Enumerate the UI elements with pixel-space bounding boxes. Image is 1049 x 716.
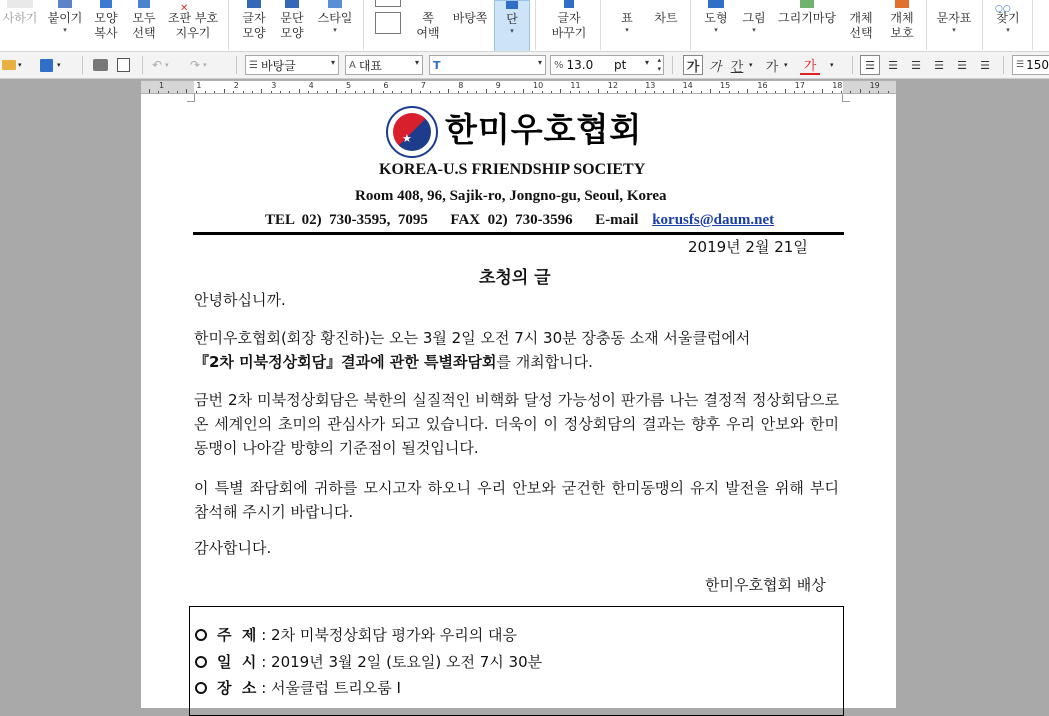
- ruler-tick: [551, 91, 552, 93]
- ruler-number: 1: [159, 81, 165, 90]
- para-shape-button[interactable]: 문단 모양: [274, 0, 310, 52]
- ruler-tick: [327, 91, 328, 93]
- ruler-tick: [794, 91, 795, 93]
- ruler-tick: [785, 89, 786, 93]
- ruler-tick: [729, 91, 730, 93]
- workspace-right: [896, 94, 1049, 708]
- find-button[interactable]: ○○ 찾기 ▾: [995, 4, 1020, 34]
- org-name-kr: 한미우호협회: [445, 110, 643, 149]
- ruler-number: 11: [570, 81, 581, 90]
- print-icon[interactable]: [93, 55, 108, 75]
- ruler-tick: [149, 89, 150, 93]
- ruler-tick: [177, 91, 178, 93]
- ruler-tick: [523, 89, 524, 93]
- ruler-tick: [673, 89, 674, 93]
- line-spacing-field[interactable]: ☰ 150: [1012, 55, 1049, 75]
- ruler-number: 6: [383, 81, 389, 90]
- split-button[interactable]: ☰: [980, 58, 990, 72]
- ruler-number: 5: [346, 81, 352, 90]
- object-protect-button[interactable]: 개체 보호: [882, 0, 922, 52]
- ruler-tick: [532, 91, 533, 93]
- ruler-tick: [458, 91, 459, 93]
- search-icon: ○○: [995, 4, 1011, 14]
- ruler-tick: [579, 91, 580, 93]
- ruler-tick: [710, 89, 711, 93]
- page-setup-button[interactable]: [368, 0, 408, 52]
- ribbon: [0, 0, 1049, 52]
- workspace-left: [0, 94, 141, 708]
- ruler-tick: [504, 91, 505, 93]
- ruler-tick: [401, 91, 402, 93]
- italic-button[interactable]: 가: [708, 59, 722, 75]
- page-icon: [375, 12, 401, 34]
- ruler-tick: [663, 91, 664, 93]
- org-address: Room 408, 96, Sajik-ro, Jongno-gu, Seoul, Korea: [355, 188, 667, 204]
- circle-bullet-icon: [195, 682, 207, 694]
- ruler-tick: [682, 91, 683, 93]
- ruler-number: 8: [458, 81, 464, 90]
- ruler-tick: [822, 89, 823, 93]
- object-select-button[interactable]: 개체 선택: [849, 11, 873, 40]
- chart-button[interactable]: 차트: [654, 11, 678, 25]
- underline-dropdown[interactable]: ▾: [749, 61, 753, 69]
- paragraph-2: 금번 2차 미북정상회담은 북한의 실질적인 비핵화 달성 가능성이 판가름 나는 결정적 정상회담으로 온 세계인의 초미의 관심사가 되고 있습니다. 더욱이 이 정상회담의 결과는 향후 우리 안보와 한미동맹이 나아갈 방향의 기준점이 될것입니다.: [194, 391, 839, 457]
- undo-icon[interactable]: ↶ ▾: [152, 58, 169, 72]
- replace-button[interactable]: 글자 바꾸기: [545, 0, 593, 52]
- ruler[interactable]: [141, 80, 896, 94]
- org-logo: ★: [386, 106, 438, 158]
- ruler-tick: [654, 91, 655, 93]
- shape-button[interactable]: 도형 ▾: [698, 0, 734, 52]
- letter-date: 2019년 2월 21일: [688, 238, 808, 256]
- ruler-tick: [383, 91, 384, 93]
- header-rule: [193, 232, 844, 235]
- align-justify-button[interactable]: ☰: [860, 55, 880, 75]
- language-select[interactable]: A 대표 ▾: [345, 55, 423, 75]
- email-link[interactable]: korusfs@daum.net: [652, 212, 775, 228]
- ruler-tick: [280, 91, 281, 93]
- ruler-tick: [738, 91, 739, 93]
- ruler-tick: [420, 91, 421, 93]
- underline-button[interactable]: 간: [730, 59, 744, 75]
- signature: 한미우호협회 배상: [705, 576, 826, 594]
- org-contact: [265, 212, 774, 229]
- ruler-tick: [542, 91, 543, 93]
- ruler-tick: [392, 91, 393, 93]
- paste-button[interactable]: 붙이기 ▾: [44, 0, 86, 52]
- delete-icon: ✕: [180, 3, 189, 14]
- info-row-place: 장 소 : 서울클럽 트리오룸 I: [195, 677, 401, 698]
- circle-bullet-icon: [195, 629, 207, 641]
- ruler-number: 4: [308, 81, 314, 90]
- format-toolbar: [0, 52, 1049, 79]
- closing: 감사합니다.: [194, 539, 272, 557]
- ruler-tick: [168, 91, 169, 93]
- greeting: 안녕하십니까.: [194, 291, 286, 309]
- ruler-tick: [299, 89, 300, 93]
- org-name-en: KOREA-U.S FRIENDSHIP SOCIETY: [379, 161, 646, 178]
- remove-codes-button[interactable]: ✕ 조판 부호 지우기: [167, 3, 219, 40]
- font-color-button[interactable]: 가: [800, 55, 820, 75]
- ruler-tick: [411, 89, 412, 93]
- master-page-button[interactable]: 바탕쪽: [452, 11, 488, 25]
- char-shape-button[interactable]: 글자 모양: [236, 0, 272, 52]
- ruler-tick: [626, 91, 627, 93]
- ruler-number: 15: [720, 81, 731, 90]
- ruler-tick: [878, 91, 879, 93]
- ruler-number: 13: [645, 81, 656, 90]
- ruler-tick: [355, 91, 356, 93]
- ruler-tick: [570, 91, 571, 93]
- margin-button[interactable]: 쪽 여백: [416, 11, 440, 40]
- ruler-tick: [888, 91, 889, 93]
- ruler-tick: [373, 89, 374, 93]
- align-left-button[interactable]: ☰: [888, 58, 898, 72]
- ruler-number: 2: [233, 81, 239, 90]
- letter-title: 초청의 글: [479, 268, 551, 288]
- ruler-tick: [747, 89, 748, 93]
- ruler-tick: [336, 89, 337, 93]
- ruler-number: 9: [495, 81, 501, 90]
- ruler-tick: [430, 91, 431, 93]
- ruler-tick: [439, 91, 440, 93]
- ruler-tick: [514, 91, 515, 93]
- ruler-tick: [243, 91, 244, 93]
- select-all-button[interactable]: 모두 선택: [126, 0, 162, 52]
- ruler-tick: [205, 91, 206, 93]
- ruler-tick: [775, 91, 776, 93]
- drawing-gallery-button[interactable]: 그리기마당: [774, 0, 840, 52]
- distribute-button[interactable]: ☰: [957, 58, 967, 72]
- ruler-tick: [757, 91, 758, 93]
- save-icon[interactable]: ▾: [40, 55, 61, 75]
- ruler-number: 16: [757, 81, 768, 90]
- ruler-tick: [607, 91, 608, 93]
- format-copy-button[interactable]: 사하기: [0, 0, 40, 52]
- ruler-tick: [186, 89, 187, 93]
- ruler-tick: [617, 91, 618, 93]
- style-select[interactable]: ☰ 바탕글 ▾: [245, 55, 339, 75]
- ruler-number: 14: [682, 81, 693, 90]
- ruler-tick: [860, 89, 861, 93]
- picture-button[interactable]: 그림 ▾: [742, 11, 766, 34]
- ruler-tick: [486, 89, 487, 93]
- redo-icon[interactable]: ↷ ▾: [190, 58, 207, 72]
- ruler-tick: [252, 91, 253, 93]
- ruler-tick: [158, 91, 159, 93]
- ruler-tick: [766, 91, 767, 93]
- paragraph-1: [194, 326, 839, 374]
- ruler-number: 1: [196, 81, 202, 90]
- ruler-tick: [701, 91, 702, 93]
- ruler-tick: [476, 91, 477, 93]
- paragraph-3: 이 특별 좌담회에 귀하를 모시고자 하오니 우리 안보와 굳건한 한미동맹의 유지 발전을 위해 부디 참석해 주시기 바랍니다.: [194, 479, 839, 521]
- ruler-tick: [214, 91, 215, 93]
- font-select[interactable]: T ▾: [429, 55, 546, 75]
- ruler-tick: [308, 91, 309, 93]
- ruler-tick: [317, 91, 318, 93]
- style-button[interactable]: 스타일 ▾: [312, 0, 358, 52]
- ruler-number: 18: [832, 81, 843, 90]
- print-preview-icon[interactable]: [117, 55, 130, 75]
- ruler-tick: [804, 91, 805, 93]
- info-row-datetime: 일 시 : 2019년 3월 2일 (토요일) 오전 7시 30분: [195, 651, 542, 672]
- ruler-number: 7: [420, 81, 426, 90]
- symbol-button[interactable]: 문자표 ▾: [936, 11, 972, 34]
- ruler-tick: [691, 91, 692, 93]
- bold-button[interactable]: 가: [683, 55, 703, 75]
- ruler-number: 17: [794, 81, 805, 90]
- ruler-tick: [850, 91, 851, 93]
- ruler-tick: [841, 91, 842, 93]
- ruler-tick: [598, 89, 599, 93]
- strike-button[interactable]: 가: [765, 59, 779, 75]
- ruler-tick: [560, 89, 561, 93]
- ruler-tick: [588, 91, 589, 93]
- ruler-tick: [233, 91, 234, 93]
- paragraph-1-line-1: 한미우호협회(회장 황진하)는 오는 3월 2일 오전 7시 30분 장충동 소재 서울클럽에서: [194, 329, 751, 347]
- event-name: 『2차 미북정상회담』결과에 관한 특별좌담회: [194, 353, 497, 371]
- align-right-button[interactable]: ☰: [934, 58, 944, 72]
- ruler-number: 12: [607, 81, 618, 90]
- ruler-number: 10: [533, 81, 544, 90]
- paragraph-1-line-2: 『2차 미북정상회담』결과에 관한 특별좌담회를 개최합니다.: [194, 353, 593, 371]
- ruler-number: 3: [271, 81, 277, 90]
- ruler-tick: [196, 91, 197, 93]
- ruler-tick: [261, 89, 262, 93]
- shape-copy-button[interactable]: 모양 복사: [88, 0, 124, 52]
- ruler-tick: [224, 89, 225, 93]
- ruler-tick: [813, 91, 814, 93]
- font-color-dropdown[interactable]: ▾: [830, 61, 834, 69]
- column-button[interactable]: 단 ▾: [494, 0, 530, 52]
- ruler-tick: [635, 89, 636, 93]
- ruler-number: 19: [869, 81, 880, 90]
- ruler-tick: [645, 91, 646, 93]
- contact-phone-fax: TEL 02) 730-3595, 7095 FAX 02) 730-3596 E-mail: [265, 212, 639, 228]
- ruler-tick: [467, 91, 468, 93]
- ruler-tick: [364, 91, 365, 93]
- ruler-tick: [448, 89, 449, 93]
- ruler-tick: [271, 91, 272, 93]
- info-row-topic: 주 제 : 2차 미북정상회담 평가와 우리의 대응: [195, 624, 517, 645]
- ruler-tick: [495, 91, 496, 93]
- align-center-button[interactable]: ☰: [911, 58, 921, 72]
- ruler-tick: [719, 91, 720, 93]
- strike-dropdown[interactable]: ▾: [784, 61, 788, 69]
- open-icon[interactable]: ▾: [2, 55, 22, 75]
- ruler-tick: [869, 91, 870, 93]
- circle-bullet-icon: [195, 656, 207, 668]
- table-button[interactable]: 표 ▾: [621, 11, 633, 34]
- font-size-field[interactable]: % 13.0 pt ▾ ▴ ▾: [550, 55, 664, 75]
- ruler-tick: [289, 91, 290, 93]
- ruler-tick: [832, 91, 833, 93]
- ruler-tick: [345, 91, 346, 93]
